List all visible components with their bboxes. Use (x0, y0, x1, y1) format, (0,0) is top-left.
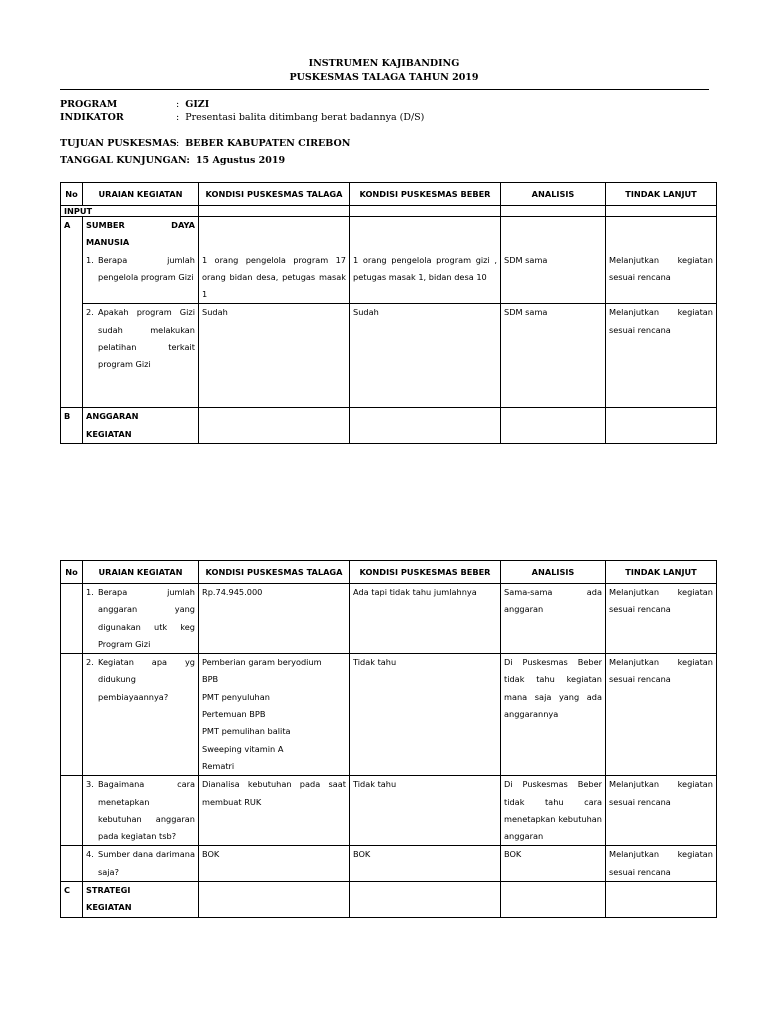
b1-uraian: Berapa jumlah anggaran yang digunakan utk keg Program Gizi (98, 587, 195, 649)
b2-beber: Tidak tahu (350, 654, 501, 776)
b4-uraian: Sumber dana darimana saja? (98, 849, 195, 877)
b4-analisis: BOK (501, 846, 606, 882)
col-talaga: KONDISI PUSKESMAS TALAGA (199, 561, 350, 584)
section-a-title: SUMBER DAYA MANUSIA (86, 220, 195, 248)
b3-talaga: Dianalisa kebutuhan pada saat membuat RUK (199, 776, 350, 846)
a2-talaga: Sudah (199, 304, 350, 408)
table-header-row (61, 183, 717, 206)
b2-talaga (199, 654, 350, 776)
col-uraian: URAIAN KEGIATAN (83, 561, 199, 584)
table-anggaran (60, 560, 717, 918)
b3-tindak: Melanjutkan kegiatan sesuai rencana (606, 776, 717, 846)
document-subtitle: PUSKESMAS TALAGA TAHUN 2019 (289, 72, 479, 83)
program-value: GIZI (185, 99, 210, 110)
a2-beber: Sudah (350, 304, 501, 408)
table-row: 1. Berapa jumlah anggaran yang digunakan utk keg Program Gizi Rp.74.945.000 Ada tapi tidak tahu jumlahnya Sama-sama ada anggaran Melanjutkan kegiatan sesuai rencana (61, 584, 717, 654)
b4-talaga: BOK (199, 846, 350, 882)
col-tindak: TINDAK LANJUT (606, 561, 717, 584)
b4-beber: BOK (350, 846, 501, 882)
col-uraian: URAIAN KEGIATAN (83, 183, 199, 206)
section-b-row (61, 408, 717, 444)
list-item: Pemberian garam beryodium (202, 657, 322, 668)
a1-tindak: Melanjutkan kegiatan sesuai rencana (609, 254, 713, 282)
table-row: 2. Apakah program Gizi sudah melakukan pelatihan terkait program Gizi Sudah Sudah SDM sama Melanjutkan kegiatan sesuai rencana (61, 304, 717, 408)
indikator-sep: : (176, 112, 180, 123)
col-beber: KONDISI PUSKESMAS BEBER (350, 561, 501, 584)
b1-talaga: Rp.74.945.000 (199, 584, 350, 654)
program-sep: : (176, 99, 180, 110)
tanggal-label: TANGGAL KUNJUNGAN: (60, 155, 190, 166)
a2-tindak: Melanjutkan kegiatan sesuai rencana (606, 304, 717, 408)
list-item: Pertemuan BPB (202, 709, 266, 720)
input-row (61, 206, 717, 217)
col-beber: KONDISI PUSKESMAS BEBER (350, 183, 501, 206)
section-a-row (61, 217, 717, 304)
table-header-row (61, 561, 717, 584)
tujuan-label: TUJUAN PUSKESMAS (60, 138, 177, 149)
b2-tindak: Melanjutkan kegiatan sesuai rencana (606, 654, 717, 776)
list-item: PMT pemulihan balita (202, 726, 291, 737)
b1-tindak: Melanjutkan kegiatan sesuai rencana (606, 584, 717, 654)
list-item: PMT penyuluhan (202, 691, 270, 702)
table-row: 4. Sumber dana darimana saja? BOK BOK BOK Melanjutkan kegiatan sesuai rencana (61, 846, 717, 882)
indikator-value: Presentasi balita ditimbang berat badannya (D/S) (185, 112, 425, 123)
table-row: 2. Kegiatan apa yg didukung pembiayaannya? Pemberian garam beryodium BPB PMT penyuluhan Pertemuan BPB PMT pemulihan balita Sweeping vitamin A Rematri Tidak tahu Di Puskesmas Beber tidak tahu kegiatan mana saja yang ada anggarannya Melanjutkan kegiatan sesuai rencana (61, 654, 717, 776)
input-label: INPUT (61, 206, 199, 217)
a1-analisis: SDM sama (504, 254, 548, 265)
section-c-title: STRATEGI KEGIATAN (83, 882, 199, 918)
a2-uraian: Apakah program Gizi sudah melakukan pelatihan terkait program Gizi (98, 307, 195, 370)
col-tindak: TINDAK LANJUT (606, 183, 717, 206)
document-title: INSTRUMEN KAJIBANDING (308, 58, 460, 69)
list-item: BPB (202, 674, 219, 685)
col-analisis: ANALISIS (501, 561, 606, 584)
indikator-label: INDIKATOR (60, 112, 124, 123)
section-b-no: B (61, 408, 83, 444)
b2-analisis: Di Puskesmas Beber tidak tahu kegiatan mana saja yang ada anggarannya (501, 654, 606, 776)
section-c-row (61, 882, 717, 918)
section-a-no: A (61, 217, 83, 408)
meta-tanggal (60, 155, 285, 166)
b3-beber: Tidak tahu (350, 776, 501, 846)
table-row: 3. Bagaimana cara menetapkan kebutuhan anggaran pada kegiatan tsb? Dianalisa kebutuhan pada saat membuat RUK Tidak tahu Di Puskesmas Beber tidak tahu cara menetapkan kebutuhan anggaran Melanjutkan kegiatan sesuai rencana (61, 776, 717, 846)
b1-analisis: Sama-sama ada anggaran (501, 584, 606, 654)
a2-analisis: SDM sama (501, 304, 606, 408)
b1-beber: Ada tapi tidak tahu jumlahnya (350, 584, 501, 654)
meta-tujuan (60, 138, 350, 149)
list-item: 1. Berapa jumlah pengelola program Gizi (86, 254, 195, 282)
meta-program (60, 99, 209, 110)
meta-indikator (60, 112, 424, 123)
title-underline (60, 89, 709, 90)
b4-tindak: Melanjutkan kegiatan sesuai rencana (606, 846, 717, 882)
section-b-title: ANGGARAN KEGIATAN (83, 408, 199, 444)
b3-uraian: Bagaimana cara menetapkan kebutuhan anggaran pada kegiatan tsb? (98, 779, 195, 842)
col-analisis: ANALISIS (501, 183, 606, 206)
table-input (60, 182, 717, 444)
col-no: No (61, 183, 83, 206)
tujuan-sep: : (176, 138, 180, 149)
tanggal-value: 15 Agustus 2019 (195, 155, 286, 166)
col-no: No (61, 561, 83, 584)
b3-analisis: Di Puskesmas Beber tidak tahu cara menetapkan kebutuhan anggaran (501, 776, 606, 846)
section-c-no: C (61, 882, 83, 918)
program-label: PROGRAM (60, 99, 118, 110)
col-talaga: KONDISI PUSKESMAS TALAGA (199, 183, 350, 206)
a1-talaga: 1 orang pengelola program 17 orang bidan desa, petugas masak 1 (202, 254, 346, 300)
b2-uraian: Kegiatan apa yg didukung pembiayaannya? (98, 657, 195, 702)
list-item: Rematri (202, 760, 235, 771)
list-item: Sweeping vitamin A (202, 743, 284, 754)
a1-beber: 1 orang pengelola program gizi , petugas masak 1, bidan desa 10 (353, 254, 497, 282)
tujuan-value: BEBER KABUPATEN CIREBON (185, 138, 351, 149)
